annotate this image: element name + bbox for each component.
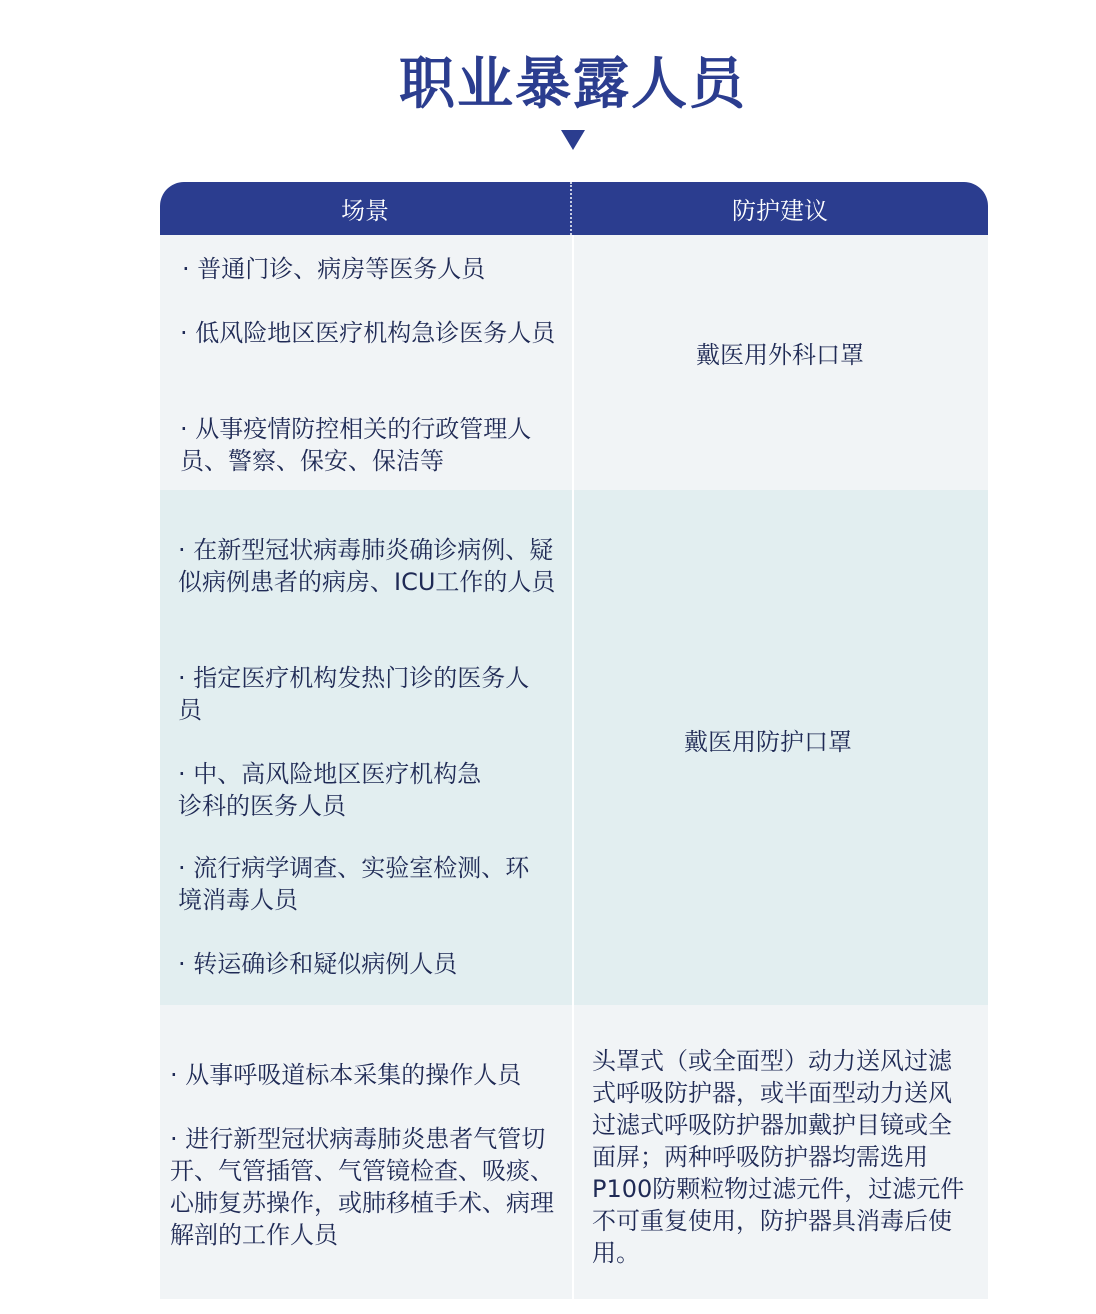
- table-header: [160, 182, 988, 235]
- scene-cell: [160, 490, 572, 1005]
- scene-item: · 转运确诊和疑似病例人员: [178, 950, 458, 978]
- scene-item: · 指定医疗机构发热门诊的医务人员: [178, 664, 530, 724]
- header-advice: 防护建议: [732, 197, 828, 225]
- advice-cell: [572, 235, 988, 490]
- advice-text: 头罩式（或全面型）动力送风过滤式呼吸防护器，或半面型动力送风过滤式呼吸防护器加戴护目镜或全面屏；两种呼吸防护器均需选用P100防颗粒物过滤元件，过滤元件不可重复使用，防护器具消毒后使用。: [592, 1047, 965, 1267]
- page-title: 职业暴露人员: [399, 52, 747, 117]
- scene-item: · 中、高风险地区医疗机构急诊科的医务人员: [178, 760, 482, 820]
- advice-cell: [572, 1005, 988, 1299]
- table-row: [160, 1005, 988, 1299]
- scene-item: · 进行新型冠状病毒肺炎患者气管切开、气管插管、气管镜检查、吸痰、心肺复苏操作，或肺移植手术、病理解剖的工作人员: [170, 1125, 554, 1249]
- advice-text: 戴医用外科口罩: [696, 341, 864, 369]
- table-row: [160, 235, 988, 490]
- scene-item: · 流行病学调查、实验室检测、环境消毒人员: [178, 854, 530, 914]
- down-arrow-icon: [561, 130, 585, 150]
- scene-item: · 从事疫情防控相关的行政管理人员、警察、保安、保洁等: [180, 415, 532, 475]
- advice-text: 戴医用防护口罩: [684, 728, 852, 756]
- table-row: [160, 490, 988, 1005]
- protection-table: [160, 182, 988, 1299]
- header-scene: 场景: [160, 182, 572, 235]
- scene-cell: [160, 1005, 572, 1299]
- scene-cell: [160, 235, 572, 490]
- scene-item: · 在新型冠状病毒肺炎确诊病例、疑似病例患者的病房、ICU工作的人员: [178, 536, 556, 596]
- advice-cell: [572, 490, 988, 1005]
- scene-item: · 普通门诊、病房等医务人员: [182, 255, 486, 283]
- scene-item: · 低风险地区医疗机构急诊医务人员: [180, 319, 556, 347]
- scene-item: · 从事呼吸道标本采集的操作人员: [170, 1061, 522, 1089]
